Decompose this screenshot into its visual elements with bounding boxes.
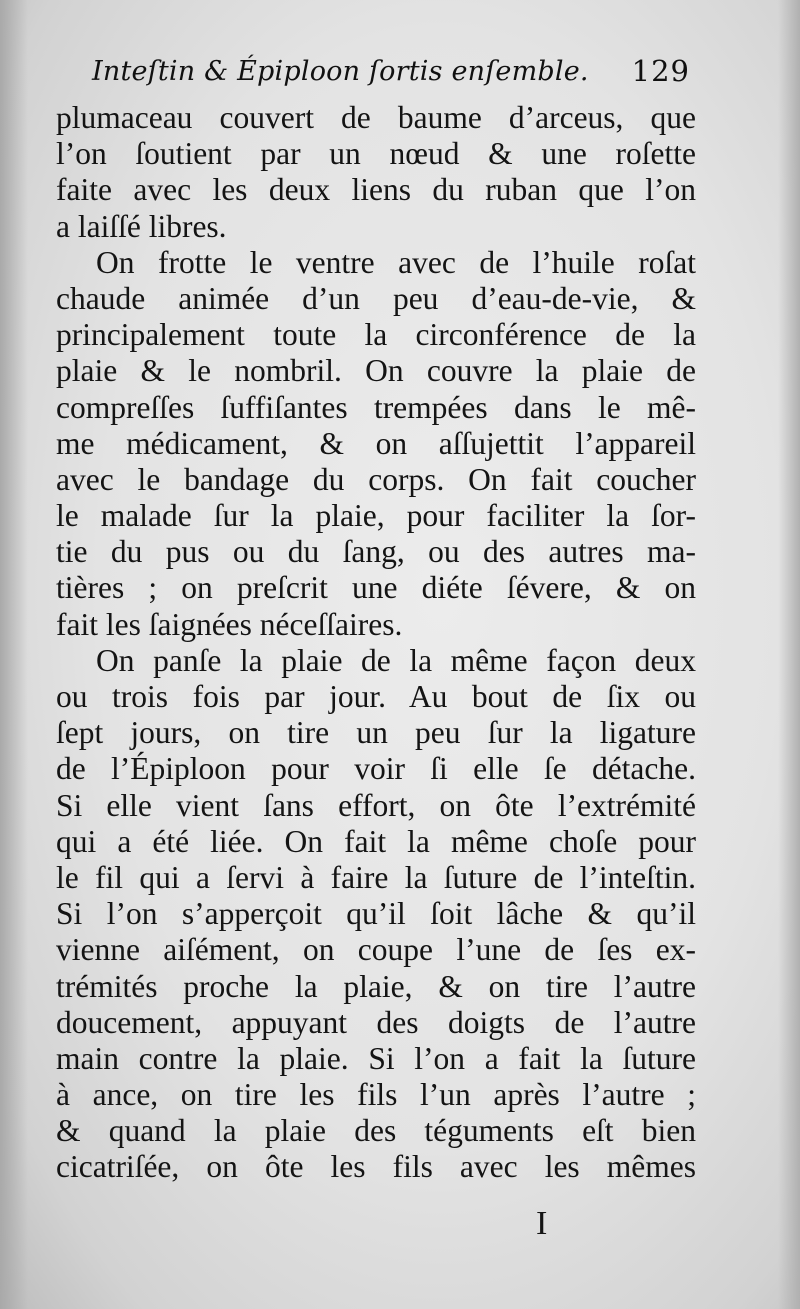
text-line: ou trois fois par jour. Au bout de ſix ou	[56, 679, 696, 714]
page-number: 129	[631, 54, 690, 88]
text-line: me médicament, & on aſſujettit l’appareil	[56, 425, 696, 461]
text-line: à ance, on tire les fils l’un après l’autre ;	[56, 1077, 696, 1113]
text-line: On frotte le ventre avec de l’huile roſat	[96, 244, 696, 280]
text-line: plaie & le nombril. On couvre la plaie de	[56, 353, 696, 389]
text-line: le fil qui a ſervi à faire la ſuture de l’inteſtin.	[56, 859, 696, 895]
text-line: main contre la plaie. Si l’on a fait la ſuture	[56, 1040, 696, 1076]
text-line: trémités proche la plaie, & on tire l’autre	[56, 968, 696, 1004]
text-line: le malade ſur la plaie, pour faciliter la ſor-	[56, 498, 696, 534]
text-line: l’on ſoutient par un nœud & une roſette	[56, 136, 696, 172]
text-line: tières ; on preſcrit une diéte ſévere, & on	[56, 570, 696, 606]
body-text	[56, 100, 696, 1186]
text-line: a laiſſé libres.	[56, 208, 227, 244]
page-edge-shadow-right	[778, 0, 800, 1309]
text-line: faite avec les deux liens du ruban que l’on	[56, 172, 696, 208]
running-title: Inteſtin & Épiploon ſortis enſemble.	[92, 56, 589, 87]
text-line: tie du pus ou du ſang, ou des autres ma-	[56, 534, 696, 570]
text-line: chaude animée d’un peu d’eau-de-vie, &	[56, 280, 696, 316]
text-line: avec le bandage du corps. On fait coucher	[56, 461, 696, 497]
page-edge-shadow-left	[0, 0, 28, 1309]
text-line: On panſe la plaie de la même façon deux	[96, 642, 696, 678]
text-line: principalement toute la circonférence de la	[56, 317, 696, 353]
text-line: plumaceau couvert de baume d’arceus, que	[56, 100, 696, 135]
text-line: Si l’on s’apperçoit qu’il ſoit lâche & qu’il	[56, 896, 696, 932]
text-line: Si elle vient ſans effort, on ôte l’extrémité	[56, 787, 696, 823]
page-header	[92, 50, 690, 96]
signature-mark: I	[536, 1205, 548, 1242]
text-line: de l’Épiploon pour voir ſi elle ſe détache.	[56, 751, 696, 787]
text-line: vienne aiſément, on coupe l’une de ſes ex-	[56, 932, 696, 968]
text-line: fait les ſaignées néceſſaires.	[56, 606, 403, 642]
text-line: doucement, appuyant des doigts de l’autre	[56, 1004, 696, 1040]
text-line: ſept jours, on tire un peu ſur la ligature	[56, 715, 696, 751]
text-line: qui a été liée. On fait la même choſe pour	[56, 823, 696, 859]
text-line: compreſſes ſuffiſantes trempées dans le mê-	[56, 389, 696, 425]
text-line: & quand la plaie des téguments eſt bien	[56, 1113, 696, 1149]
text-line: cicatriſée, on ôte les fils avec les mêmes	[56, 1149, 696, 1185]
